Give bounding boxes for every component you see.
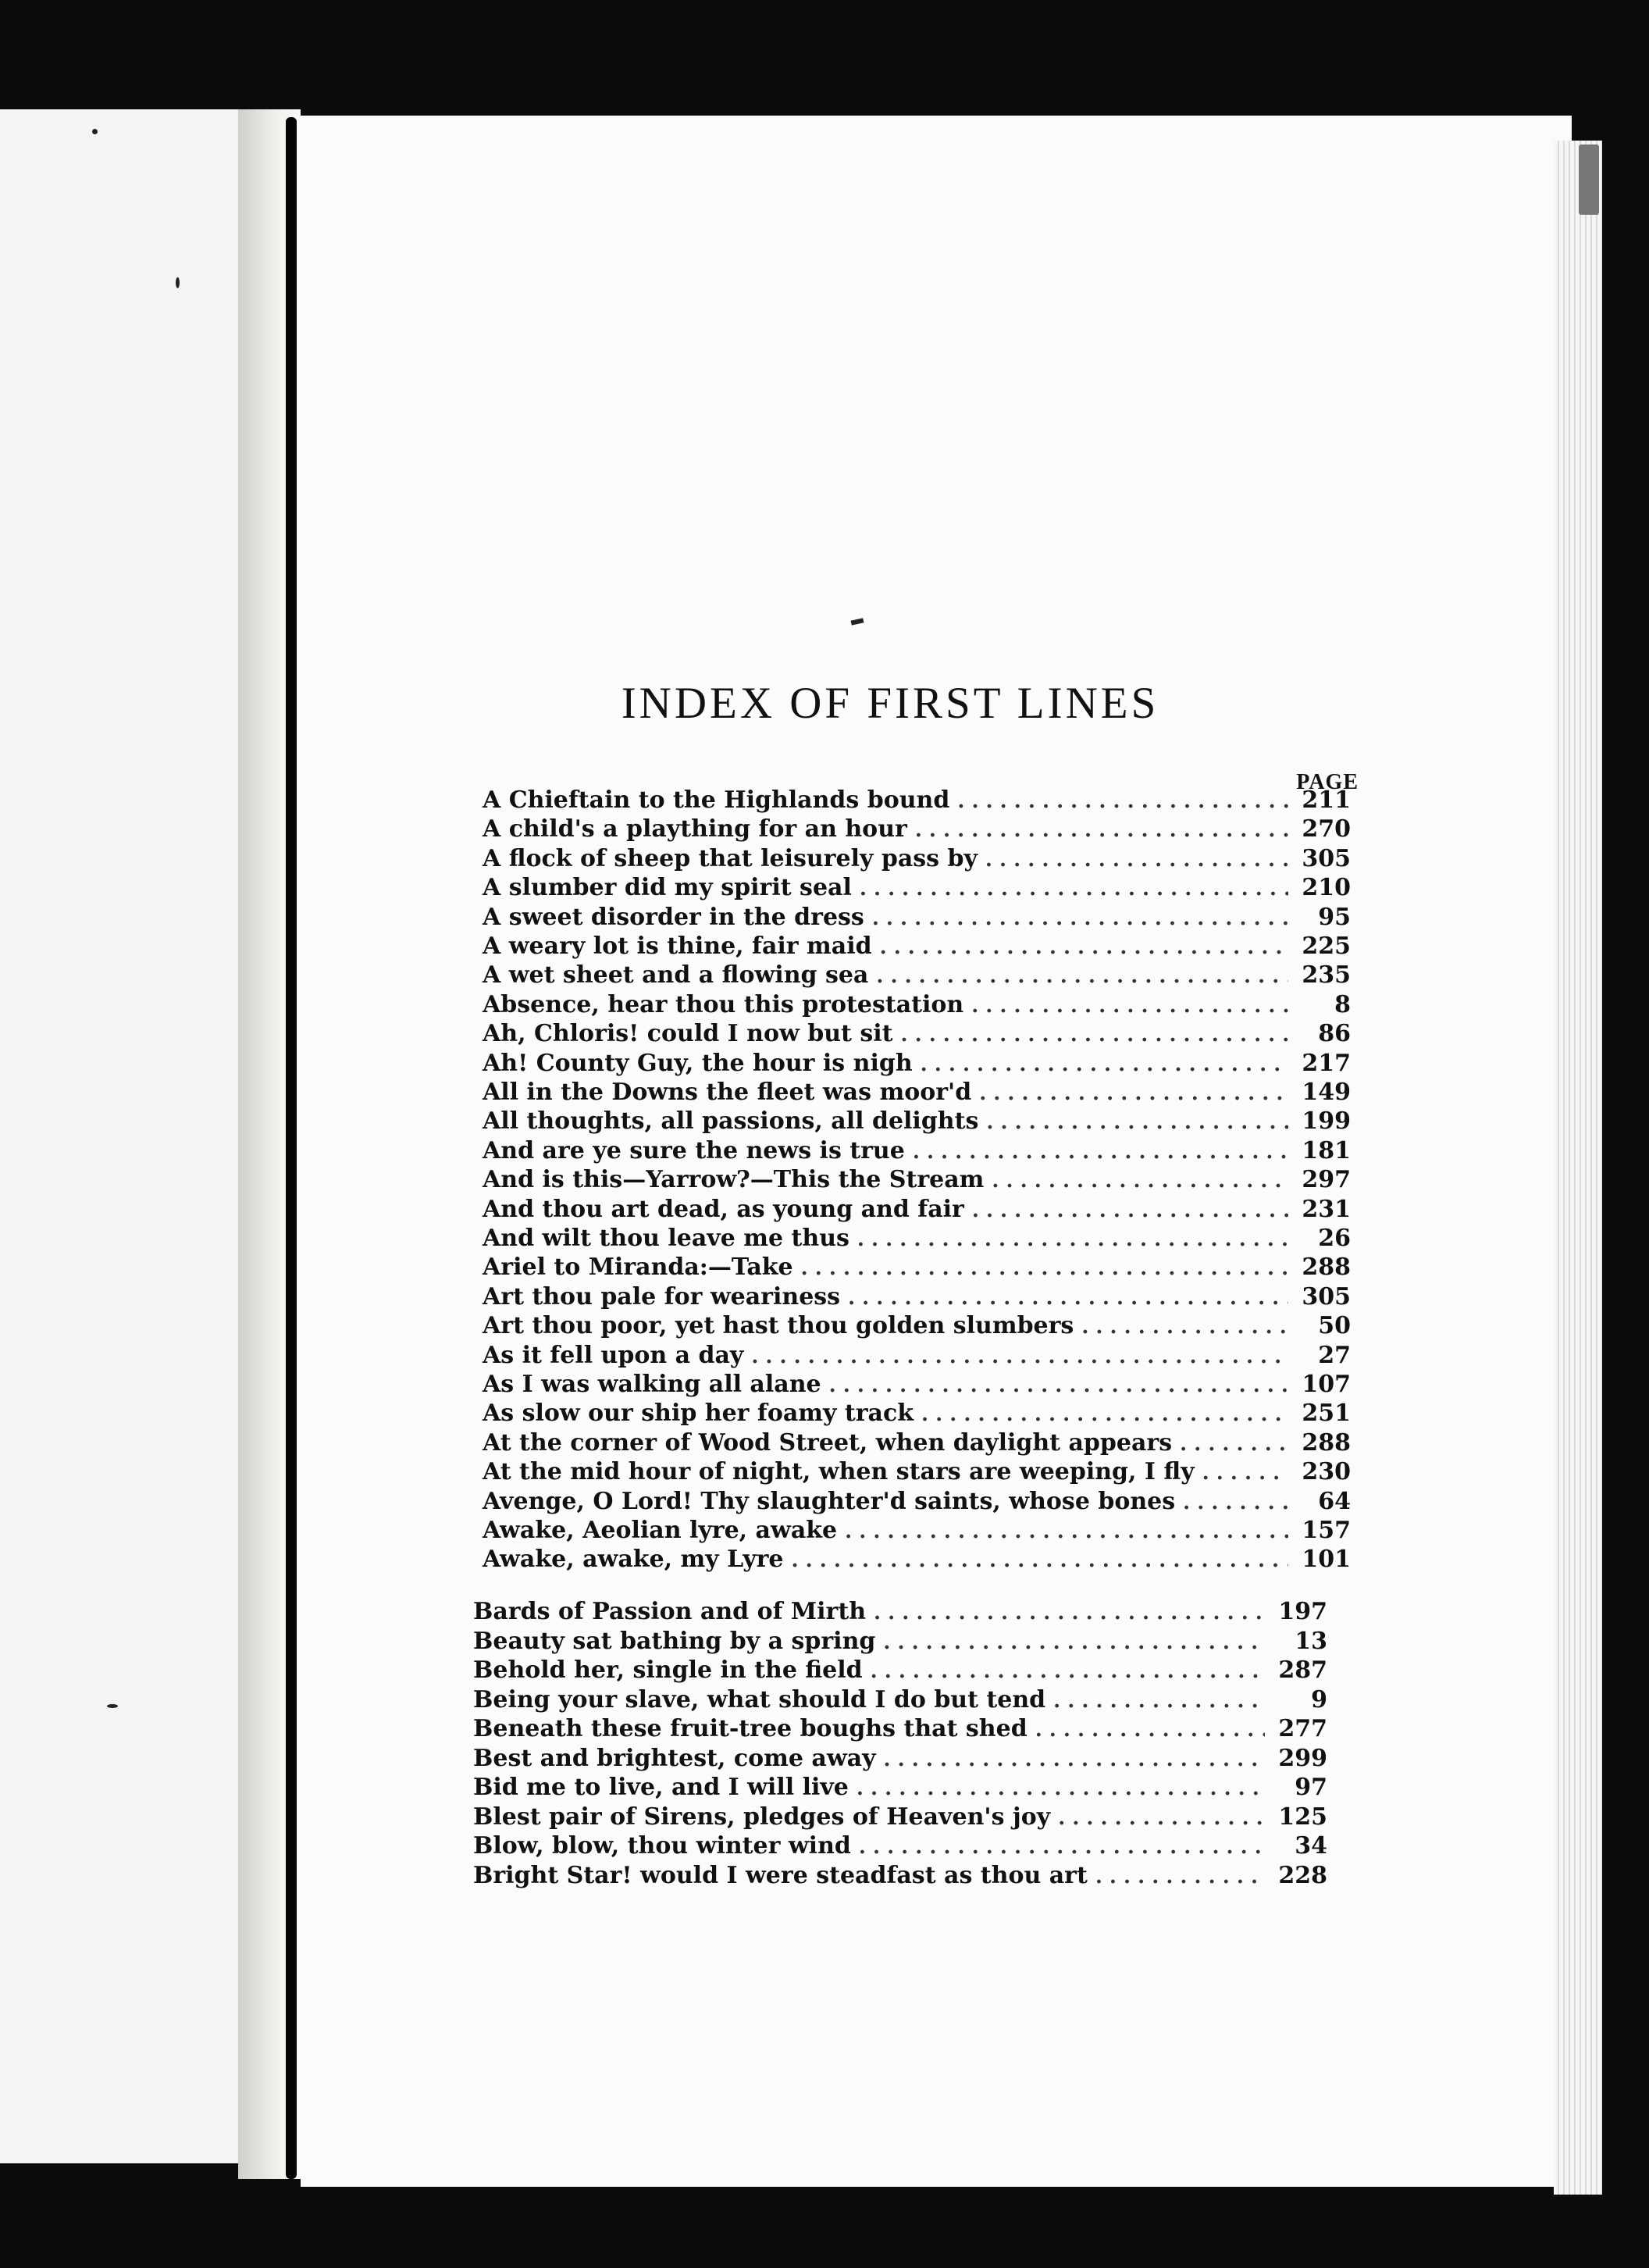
first-line-text: As slow our ship her foamy track — [483, 1400, 914, 1428]
index-entry — [473, 1861, 1327, 1891]
dot-leader — [986, 1107, 1288, 1137]
dot-leader — [1202, 1458, 1288, 1488]
first-line-text: And is this—Yarrow?—This the Stream — [483, 1166, 985, 1194]
first-line-text: Ah, Chloris! could I now but sit — [483, 1020, 893, 1048]
dot-leader — [1053, 1686, 1265, 1716]
page-number: 9 — [1311, 1685, 1327, 1713]
page-number: 86 — [1318, 1020, 1351, 1048]
dot-leader — [1035, 1715, 1265, 1745]
first-line-text: Bid me to live, and I will live — [473, 1774, 849, 1801]
first-line-text: Beauty sat bathing by a spring — [473, 1627, 876, 1655]
page-number: 64 — [1318, 1487, 1351, 1515]
dot-leader — [900, 1020, 1288, 1050]
dot-leader — [921, 1400, 1288, 1429]
first-line-text: Art thou poor, yet hast thou golden slumbers — [483, 1312, 1074, 1340]
index-entry — [483, 903, 1351, 933]
index-entry — [483, 815, 1351, 844]
first-line-text: A sweet disorder in the dress — [483, 903, 864, 931]
index-entry — [483, 1341, 1351, 1371]
dot-leader — [880, 933, 1288, 962]
dot-leader — [801, 1253, 1288, 1283]
page-title: INDEX OF FIRST LINES — [621, 679, 1159, 728]
ink-speck — [176, 277, 180, 288]
dot-leader — [884, 1745, 1265, 1774]
first-line-text: Awake, Aeolian lyre, awake — [483, 1517, 838, 1544]
spine-shadow — [286, 117, 297, 2179]
edge-tab — [1579, 144, 1599, 215]
page-number: 231 — [1302, 1195, 1351, 1223]
page-column-header: PAGE — [1296, 770, 1359, 794]
index-entry — [483, 1282, 1351, 1312]
first-line-text: Ah! County Guy, the hour is nigh — [483, 1049, 913, 1077]
dot-leader — [913, 1137, 1288, 1167]
page-number: 27 — [1318, 1341, 1351, 1369]
index-entry — [483, 1545, 1351, 1574]
dot-leader — [979, 1079, 1288, 1108]
index-entry — [483, 786, 1351, 815]
dot-leader — [915, 815, 1288, 845]
page-number: 199 — [1302, 1107, 1351, 1136]
dot-leader — [876, 961, 1288, 991]
first-line-text: Beneath these fruit-tree boughs that shed — [473, 1715, 1028, 1742]
page-number: 297 — [1302, 1166, 1351, 1194]
index-entry — [473, 1627, 1327, 1656]
index-entry — [483, 1399, 1351, 1428]
dot-leader — [848, 1283, 1288, 1313]
page-number: 34 — [1295, 1832, 1327, 1860]
first-line-text: Blow, blow, thou winter wind — [473, 1832, 851, 1860]
index-entry — [483, 1253, 1351, 1282]
page-number: 228 — [1278, 1861, 1327, 1889]
first-line-text: All thoughts, all passions, all delights — [483, 1107, 979, 1136]
index-entry — [473, 1831, 1327, 1861]
index-entry — [483, 1078, 1351, 1107]
first-line-text: A weary lot is thine, fair maid — [483, 933, 872, 960]
first-line-text: All in the Downs the fleet was moor'd — [483, 1079, 972, 1106]
page-number: 8 — [1334, 990, 1351, 1018]
page-number: 210 — [1302, 874, 1351, 902]
first-line-text: And thou art dead, as young and fair — [483, 1195, 964, 1223]
index-entry — [483, 844, 1351, 874]
page-number: 211 — [1302, 786, 1351, 814]
page-number: 95 — [1318, 903, 1351, 931]
dot-leader — [792, 1546, 1288, 1575]
page-number: 277 — [1278, 1715, 1327, 1742]
page-number: 225 — [1302, 933, 1351, 960]
index-entry — [473, 1773, 1327, 1803]
page-number: 197 — [1278, 1598, 1327, 1625]
index-entry — [483, 990, 1351, 1020]
first-line-text: And wilt thou leave me thus — [483, 1225, 849, 1252]
page-number: 26 — [1318, 1225, 1351, 1252]
dot-leader — [872, 904, 1288, 933]
first-line-text: Avenge, O Lord! Thy slaughter'd saints, whose bones — [483, 1487, 1176, 1515]
dot-leader — [971, 991, 1288, 1021]
page-number: 230 — [1302, 1458, 1351, 1486]
first-line-text: As it fell upon a day — [483, 1341, 744, 1369]
first-line-text: As I was walking all alane — [483, 1371, 821, 1398]
ink-speck — [107, 1704, 118, 1708]
index-entry — [483, 1165, 1351, 1195]
first-line-text: A wet sheet and a flowing sea — [483, 961, 869, 990]
dot-leader — [972, 1196, 1288, 1225]
page-number: 235 — [1302, 961, 1351, 990]
first-line-text: Behold her, single in the field — [473, 1656, 863, 1684]
index-entry — [473, 1744, 1327, 1774]
index-entry — [483, 1224, 1351, 1253]
index-entry — [483, 1195, 1351, 1225]
ink-speck — [92, 129, 98, 134]
page-number: 50 — [1318, 1312, 1351, 1340]
index-entry — [483, 1457, 1351, 1487]
page-number: 107 — [1302, 1371, 1351, 1398]
page-number: 305 — [1302, 1282, 1351, 1311]
first-line-text: Being your slave, what should I do but tend — [473, 1685, 1046, 1713]
first-line-text: Best and brightest, come away — [473, 1744, 876, 1772]
page-number: 101 — [1302, 1546, 1351, 1574]
first-line-text: A child's a plaything for an hour — [483, 815, 907, 843]
index-entry — [483, 1370, 1351, 1400]
index-entry — [483, 1019, 1351, 1049]
dot-leader — [1180, 1429, 1288, 1459]
index-entry — [483, 1428, 1351, 1458]
first-line-text: Ariel to Miranda:—Take — [483, 1253, 793, 1282]
first-line-text: At the mid hour of night, when stars are weeping, I fly — [483, 1458, 1195, 1486]
dot-leader — [1183, 1488, 1288, 1517]
dot-leader — [860, 874, 1288, 904]
index-entry — [483, 1049, 1351, 1079]
dot-leader — [857, 1225, 1288, 1254]
index-entry — [483, 1516, 1351, 1546]
index-entry — [483, 1136, 1351, 1166]
first-line-text: Bright Star! would I were steadfast as thou art — [473, 1861, 1088, 1889]
page-number: 270 — [1302, 815, 1351, 843]
dot-leader — [1058, 1803, 1265, 1833]
page-number: 181 — [1302, 1136, 1351, 1164]
dot-leader — [921, 1050, 1288, 1079]
index-entry — [483, 1311, 1351, 1341]
page-number: 97 — [1295, 1774, 1327, 1801]
index-entry — [483, 1487, 1351, 1517]
dot-leader — [829, 1371, 1288, 1400]
page-number: 13 — [1295, 1627, 1327, 1655]
index-entry — [473, 1685, 1327, 1715]
index-entry — [473, 1714, 1327, 1744]
first-line-text: Absence, hear thou this protestation — [483, 990, 964, 1018]
dot-leader — [1095, 1862, 1265, 1892]
page-number: 288 — [1302, 1428, 1351, 1457]
index-entry — [483, 873, 1351, 903]
first-line-text: Awake, awake, my Lyre — [483, 1546, 784, 1574]
page-number: 125 — [1278, 1803, 1327, 1831]
first-line-text: Art thou pale for weariness — [483, 1282, 841, 1311]
first-line-text: Blest pair of Sirens, pledges of Heaven's joy — [473, 1803, 1051, 1831]
index-entry — [483, 932, 1351, 961]
page-number: 149 — [1302, 1079, 1351, 1106]
page-number: 287 — [1278, 1656, 1327, 1684]
dot-leader — [1081, 1312, 1288, 1342]
dot-leader — [857, 1774, 1265, 1803]
dot-leader — [871, 1656, 1265, 1686]
first-line-text: A Chieftain to the Highlands bound — [483, 786, 950, 814]
page-number: 288 — [1302, 1253, 1351, 1282]
dot-leader — [883, 1628, 1265, 1657]
index-entry — [483, 1107, 1351, 1136]
page-number: 299 — [1278, 1744, 1327, 1772]
page-number: 217 — [1302, 1049, 1351, 1077]
first-line-text: At the corner of Wood Street, when daylight appears — [483, 1428, 1173, 1457]
first-line-text: A flock of sheep that leisurely pass by — [483, 844, 978, 872]
dot-leader — [985, 845, 1288, 875]
index-entry — [483, 961, 1351, 990]
dot-leader — [751, 1342, 1288, 1371]
index-entry — [473, 1803, 1327, 1832]
dot-leader — [992, 1166, 1288, 1196]
page-number: 305 — [1302, 844, 1351, 872]
index-entry — [473, 1656, 1327, 1685]
dot-leader — [845, 1517, 1288, 1546]
dot-leader — [957, 786, 1288, 816]
page-number: 157 — [1302, 1517, 1351, 1544]
left-page — [0, 109, 254, 2163]
first-line-text: And are ye sure the news is true — [483, 1136, 905, 1164]
page-edges — [1554, 141, 1602, 2195]
dot-leader — [859, 1832, 1265, 1862]
dot-leader — [874, 1598, 1265, 1628]
first-line-text: Bards of Passion and of Mirth — [473, 1598, 867, 1625]
index-entry — [473, 1597, 1327, 1627]
first-line-text: A slumber did my spirit seal — [483, 874, 852, 902]
page-number: 251 — [1302, 1400, 1351, 1428]
